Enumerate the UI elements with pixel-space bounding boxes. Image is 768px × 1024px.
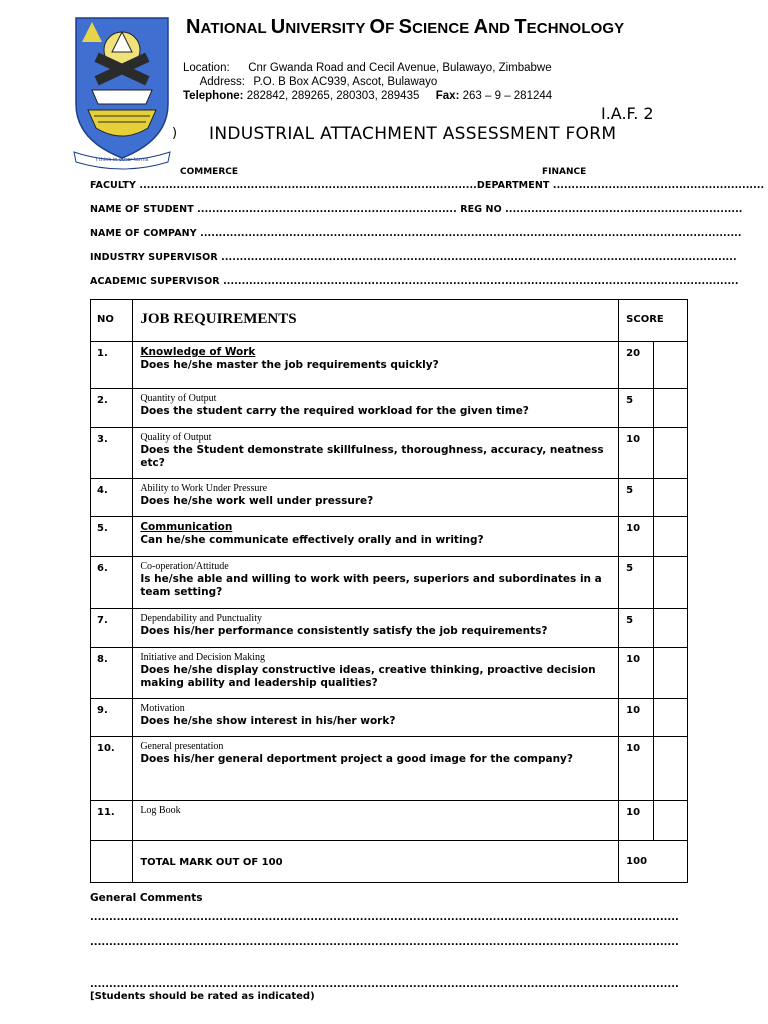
table-row [91,737,688,801]
row-category: Ability to Work Under Pressure [140,483,268,494]
table-row [91,479,688,517]
fax-value: 263 – 9 – 281244 [462,90,553,102]
row-question: Does the Student demonstrate skillfulness, thoroughness, accuracy, neatness etc? [140,444,604,469]
stray-mark: ) [172,126,178,141]
location-label: Location: [183,62,230,74]
university-crest-logo [72,12,172,172]
company-field[interactable]: NAME OF COMPANY .................................................................................................................................................. [90,228,742,239]
row-number: 10. [91,737,133,801]
row-awarded-score-cell[interactable] [653,517,687,557]
row-max-score: 10 [619,699,653,737]
student-regno-field[interactable]: NAME OF STUDENT ...................................................................... REG NO ................................................................ [90,204,743,215]
table-row [91,342,688,389]
row-category: Quality of Output [140,432,212,443]
telephone-line [183,90,552,102]
comment-line-1[interactable]: ........................................................................................................................................................... [90,912,679,923]
row-number: 5. [91,517,133,557]
row-number: 2. [91,389,133,428]
row-max-score: 10 [619,801,653,841]
table-row [91,801,688,841]
total-row [91,841,688,883]
location-line [183,62,552,74]
row-awarded-score-cell[interactable] [653,342,687,389]
row-category: Log Book [140,805,181,816]
row-awarded-score-cell[interactable] [653,699,687,737]
address-value: P.O. B Box AC939, Ascot, Bulawayo [253,76,438,88]
row-awarded-score-cell[interactable] [653,428,687,479]
fax-label: Fax: [435,90,460,102]
crest-motto: I think in other terms [95,157,149,163]
table-row [91,648,688,699]
form-title: INDUSTRIAL ATTACHMENT ASSESSMENT FORM [209,124,617,144]
faculty-department-field[interactable]: FACULTY ...........................................................................................DEPARTMENT ......................................................... [90,180,765,191]
row-awarded-score-cell[interactable] [653,389,687,428]
row-awarded-score-cell[interactable] [653,609,687,648]
row-category: General presentation [140,741,224,752]
row-max-score: 10 [619,648,653,699]
row-number: 7. [91,609,133,648]
row-question: Does he/she show interest in his/her work? [140,715,396,727]
table-row [91,609,688,648]
comment-line-3[interactable]: ........................................................................................................................................................... [90,979,679,990]
row-question: Is he/she able and willing to work with peers, superiors and subordinates in a team setting? [140,573,602,598]
row-category: Co-operation/Attitude [140,561,229,572]
table-row [91,389,688,428]
comment-line-2[interactable]: ........................................................................................................................................................... [90,937,679,948]
total-value: 100 [619,841,688,883]
row-max-score: 5 [619,389,653,428]
table-row [91,699,688,737]
row-number: 6. [91,557,133,609]
telephone-label: Telephone: [183,90,244,102]
header-job-requirements: JOB REQUIREMENTS [140,311,297,327]
address-label: Address: [199,76,245,88]
university-title: NATIONAL UNIVERSITY OF SCIENCE AND TECHNOLOGY [186,16,625,38]
row-awarded-score-cell[interactable] [653,801,687,841]
telephone-value: 282842, 289265, 280303, 289435 [246,90,420,102]
row-question: Does he/she work well under pressure? [140,495,374,507]
row-question: Does he/she display constructive ideas, creative thinking, proactive decision making ability and leadership qualities? [140,664,596,689]
row-category: Knowledge of Work [140,346,256,358]
row-awarded-score-cell[interactable] [653,737,687,801]
row-category: Dependability and Punctuality [140,613,262,624]
table-row [91,428,688,479]
general-comments-label: General Comments [90,892,203,904]
row-max-score: 5 [619,557,653,609]
faculty-value: COMMERCE [180,167,238,177]
row-max-score: 5 [619,609,653,648]
table-row [91,517,688,557]
total-label: TOTAL MARK OUT OF 100 [133,841,619,883]
row-question: Does his/her performance consistently satisfy the job requirements? [140,625,548,637]
table-header-row [91,300,688,342]
row-category: Initiative and Decision Making [140,652,266,663]
job-requirements-table [90,299,688,883]
department-value: FINANCE [542,167,587,177]
row-awarded-score-cell[interactable] [653,479,687,517]
row-question: Does he/she master the job requirements quickly? [140,359,439,371]
row-question: Does the student carry the required workload for the given time? [140,405,529,417]
table-body [91,342,688,841]
row-number: 9. [91,699,133,737]
address-line [183,76,437,88]
row-number: 11. [91,801,133,841]
row-number: 3. [91,428,133,479]
row-question: Can he/she communicate effectively orally and in writing? [140,534,484,546]
row-awarded-score-cell[interactable] [653,557,687,609]
row-max-score: 5 [619,479,653,517]
academic-supervisor-field[interactable]: ACADEMIC SUPERVISOR ........................................................................................................................................... [90,276,739,287]
rating-note: [Students should be rated as indicated) [90,991,315,1002]
row-max-score: 10 [619,428,653,479]
header-score: SCORE [619,300,688,342]
row-category: Communication [140,521,233,533]
row-number: 4. [91,479,133,517]
row-awarded-score-cell[interactable] [653,648,687,699]
row-number: 1. [91,342,133,389]
form-code: I.A.F. 2 [601,104,654,123]
row-max-score: 10 [619,737,653,801]
row-max-score: 20 [619,342,653,389]
table-row [91,557,688,609]
header-no: NO [91,300,133,342]
industry-supervisor-field[interactable]: INDUSTRY SUPERVISOR ........................................................................................................................................... [90,252,737,263]
location-value: Cnr Gwanda Road and Cecil Avenue, Bulawayo, Zimbabwe [248,62,552,74]
row-category: Motivation [140,703,185,714]
row-question: Does his/her general deportment project a good image for the company? [140,753,573,765]
row-number: 8. [91,648,133,699]
row-category: Quantity of Output [140,393,217,404]
row-max-score: 10 [619,517,653,557]
